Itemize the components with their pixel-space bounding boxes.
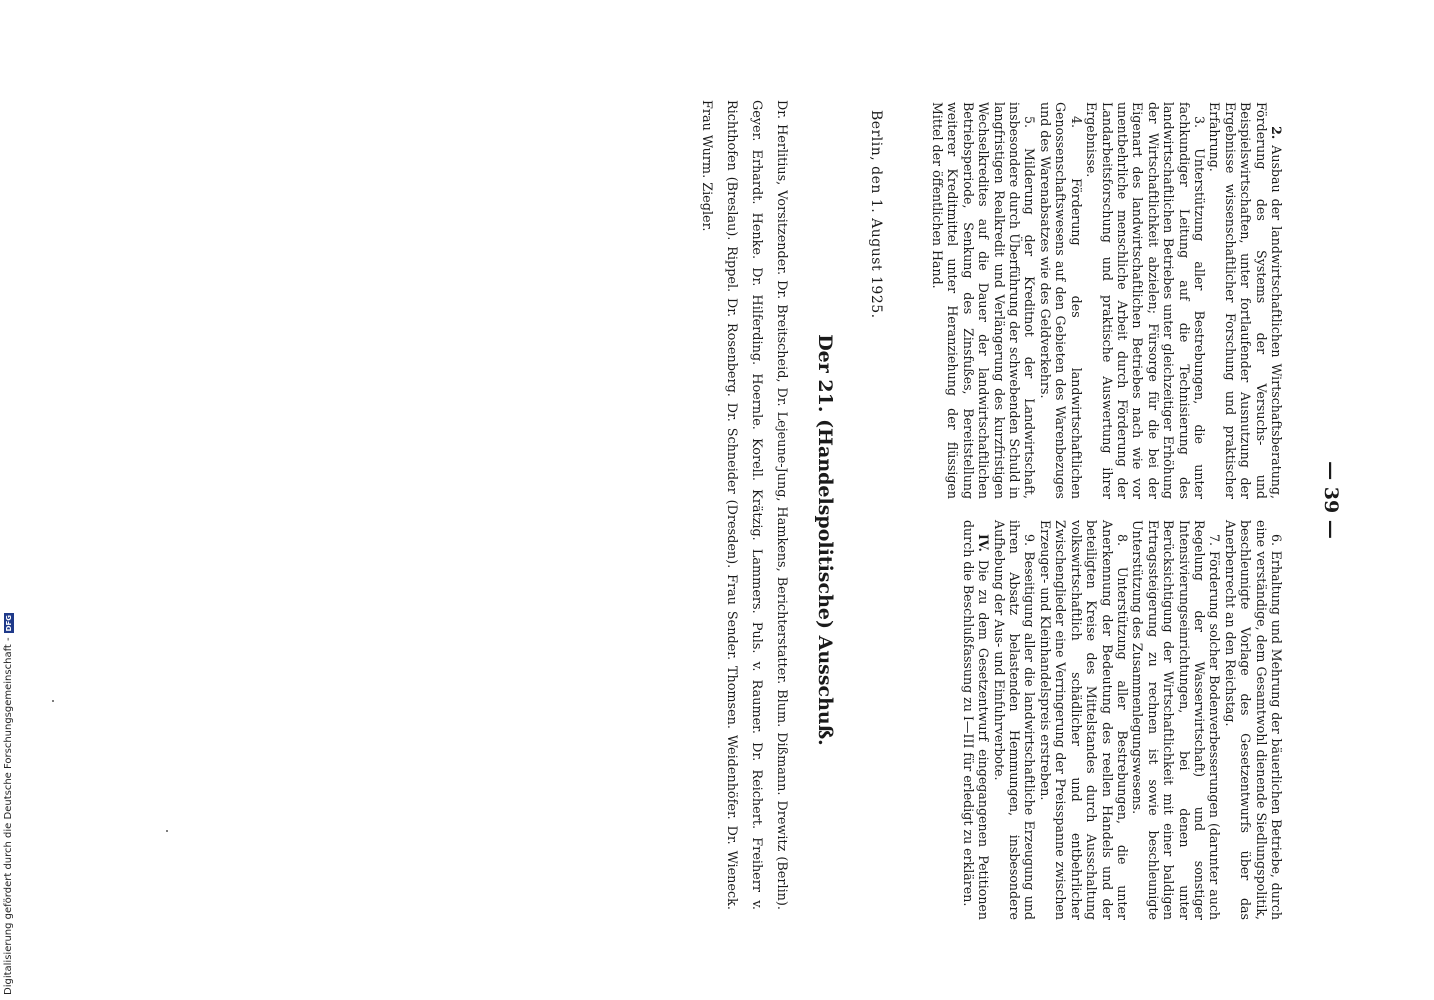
paragraph-text: Milderung der Kreditnot der Landwirtschaft, insbesondere durch Überführung der schwebenden Schuld in langfristigen Realkredit und Verlängerung des kurzfristigen Wechselkredites auf die Dauer der landwirtschaftlichen Betriebsperiode, Senkung des Zinsfußes, Bereitstellung weiterer Kreditmittel unter Heranziehung der flüssigen Mittel der öffentlichen Hand. [930,102,1038,499]
paragraph-text: Förderung solcher Bodenverbesserungen (darunter auch Regelung der Wasserwirtschaft) und sonstiger Intensivierungseinrichtungen, bei denen unter Berücksichtigung der Wirtschaftlichkeit mit einer baldigen Ertragssteigerung zu rechnen ist sowie beschleunigte Unterstützung des Zusammenlegungswesens. [1130,520,1223,921]
paragraph-item [991,520,1037,920]
credit-text: Digitalisierung gefördert durch die Deutsche Forschungsgemeinschaft - [3,637,14,995]
left-column [930,102,1284,499]
paragraph-text: Unterstützung aller Bestrebungen, die unter Anerkennung der Bedeutung des reellen Handels und der beteiligten Kreise des Mittelstandes durch Ausschaltung volkswirtschaftlich schädlicher und entbehrlicher Zwischenglieder eine Verringerung der Preisspanne zwischen Erzeuger- und Kleinhandelspreis erstreben. [1037,520,1130,920]
paragraph-text: Unterstützung aller Bestrebungen, die unter fachkundiger Leitung auf die Technisierung des landwirtschaftlichen Betriebes unter gleichzeitiger Erhöhung der Wirtschaftlichkeit abzielen; Fürsorge für die bei der Eigenart des landwirtschaftlichen Betriebes nach wie vor unentbehrliche menschliche Arbeit durch Förderung der Landarbeitsforschung und praktische Auswertung ihrer Ergebnisse. [1084,102,1207,499]
committee-heading: Der 21. (Handelspolitische) Ausschuß. [814,334,836,746]
paragraph-text: Erhaltung und Mehrung der bäuerlichen Betriebe, durch eine verständige, dem Gesamtwohl dienende Siedlungspolitik, beschleunigte Vorlage des Gesetzentwurfs über das Anerbenrecht an den Reichstag. [1222,520,1284,920]
dfg-logo: DFG [5,615,13,632]
item-number: 7. [1207,534,1223,547]
committee-members: Dr. Herlitius, Vorsitzender. Dr. Breitscheid, Dr. Lejeune-Jung, Hamkens, Berichterstatter. Blum. Dißmann. Drewitz (Berlin). Geyer. Erhardt. Henke. Dr. Hilferding. Hoernle. Korell. Krätzig. Lammers. Puls. v. Raumer. Dr. Reichert. Freiherr v. Richthofen (Breslau). Rippel. Dr. Rosenberg. Dr. Schneider (Dresden). Frau Sender. Thomsen. Weidenhöfer. Dr. Wieneck. Frau Wurm. Ziegler. [699,100,789,910]
paragraph-item [1130,520,1222,920]
item-number: 5. [1022,116,1038,129]
right-column [960,520,1284,920]
paragraph-text: Beseitigung aller die landwirtschaftliche Erzeugung und ihren Absatz belastenden Hemmungen, insbesondere Aufhebung der Aus- und Einfuhrverbote. [991,520,1038,920]
paragraph-text: Die zu dem Gesetzentwurf eingegangenen Petitionen durch die Beschlußfassung zu I—III für erledigt zu erklären. [960,520,992,920]
page-number: — 39 — [1320,461,1342,539]
date-line: Berlin, den 1. August 1925. [868,110,884,319]
paragraph-item [930,102,1038,499]
paragraph-item [960,520,991,920]
paragraph-item [1038,520,1130,920]
item-number: 3. [1191,116,1207,129]
paragraph-text: Förderung des landwirtschaftlichen Genossenschaftswesens auf den Gebieten des Warenbezuges und des Warenabsatzes wie des Geldverkehrs. [1037,102,1084,499]
scan-speck [52,700,54,702]
item-number: 4. [1068,116,1084,129]
paragraph-item [1084,102,1207,499]
paragraph-text: Ausbau der landwirtschaftlichen Wirtschaftsberatung, Förderung des Systems der Versuchs- und Beispielswirtschaften, unter fortlaufender Ausnutzung der Ergebnisse wissenschaftlicher Forschung und praktischer Erfahrung. [1207,102,1284,499]
item-number: 2. [1269,126,1284,140]
paragraph-item [1207,102,1284,499]
paragraph-item [1038,102,1084,499]
item-number: IV. [976,534,992,552]
paragraph-item [1222,520,1284,920]
item-number: 6. [1269,534,1284,547]
item-number: 8. [1114,534,1130,547]
digitization-credit [2,575,16,995]
scan-speck [166,830,168,832]
item-number: 9. [1022,534,1038,547]
